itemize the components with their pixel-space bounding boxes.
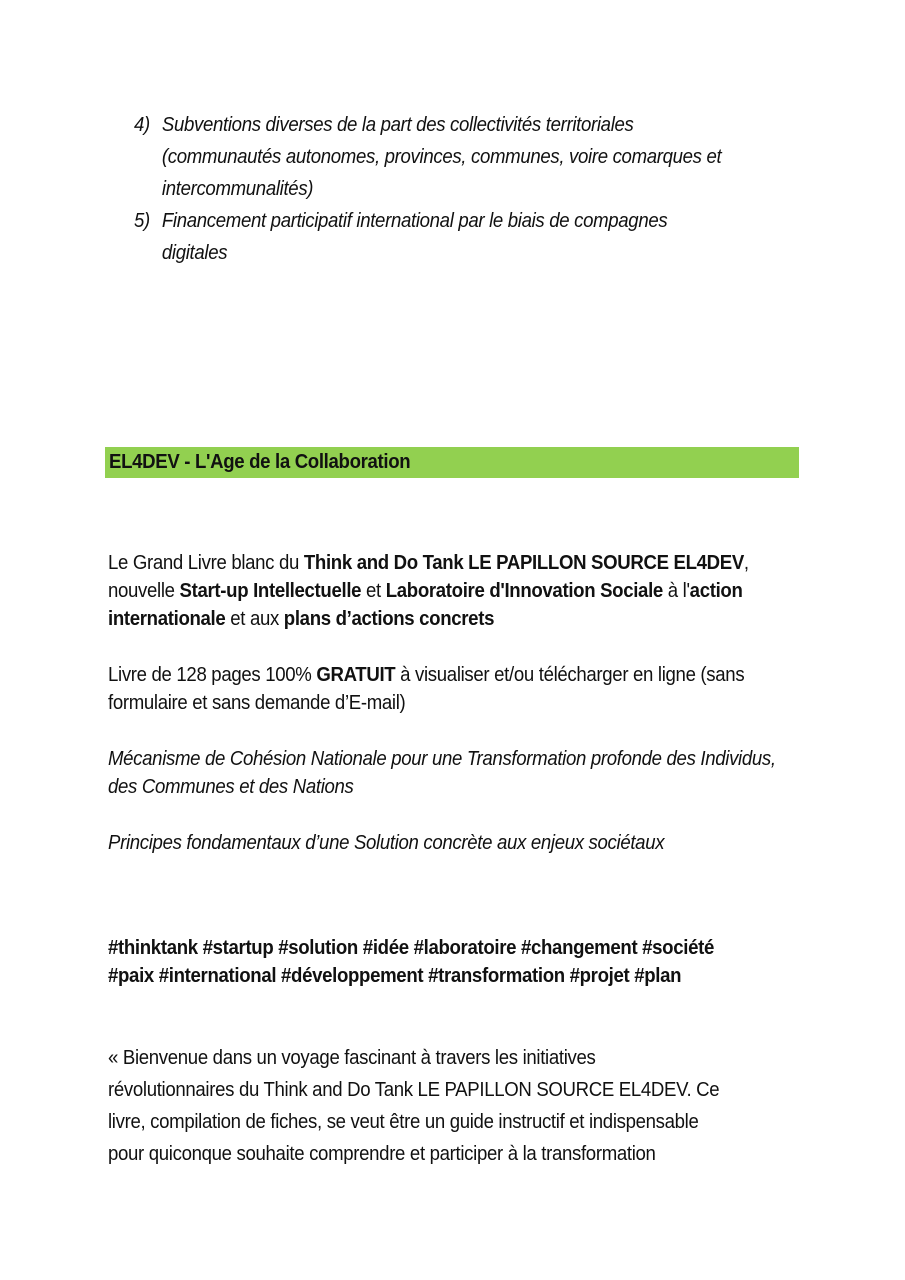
hashtags-line-2: #paix #international #développement #transformation #projet #plan: [108, 965, 682, 987]
welcome-quote: « Bienvenue dans un voyage fascinant à travers les initiatives révolutionnaires du Think and Do Tank LE PAPILLON SOURCE EL4DEV. Ce livre, compilation de fiches, se veut être un guide instructif et indispensable pour quiconque souhaite comprendre et participer à la transformation: [108, 1047, 720, 1165]
list-item-text: Subventions diverses de la part des collectivités territoriales (communautés autonomes, provinces, communes, voire comarques et intercommunalités): [161, 114, 722, 200]
subtitle-principles: Principes fondamentaux d’une Solution concrète aux enjeux sociétaux: [108, 832, 665, 854]
hashtags-line-1: #thinktank #startup #solution #idée #laboratoire #changement #société: [108, 937, 714, 959]
intro-paragraph: Le Grand Livre blanc du Think and Do Tank LE PAPILLON SOURCE EL4DEV, nouvelle Start-up Intellectuelle et Laboratoire d'Innovation Sociale à l'action internationale et aux plans d’actions concrets: [108, 552, 749, 630]
section-banner: [105, 447, 799, 478]
list-number: 4): [134, 114, 150, 136]
list-item: [134, 109, 804, 205]
section-title: EL4DEV - L'Age de la Collaboration: [109, 451, 411, 473]
hashtags: [108, 934, 815, 990]
list-number: 5): [134, 210, 150, 232]
free-highlight: GRATUIT: [316, 664, 396, 686]
list-item: [134, 205, 804, 269]
subtitle-cohesion: Mécanisme de Cohésion Nationale pour une Transformation profonde des Individus, des Communes et des Nations: [108, 748, 776, 798]
funding-list: [134, 109, 804, 269]
list-item-text: Financement participatif international par le biais de compagnes digitales: [161, 210, 668, 264]
book-info-paragraph: Livre de 128 pages 100% GRATUIT à visualiser et/ou télécharger en ligne (sans formulaire et sans demande d’E-mail): [108, 664, 745, 714]
